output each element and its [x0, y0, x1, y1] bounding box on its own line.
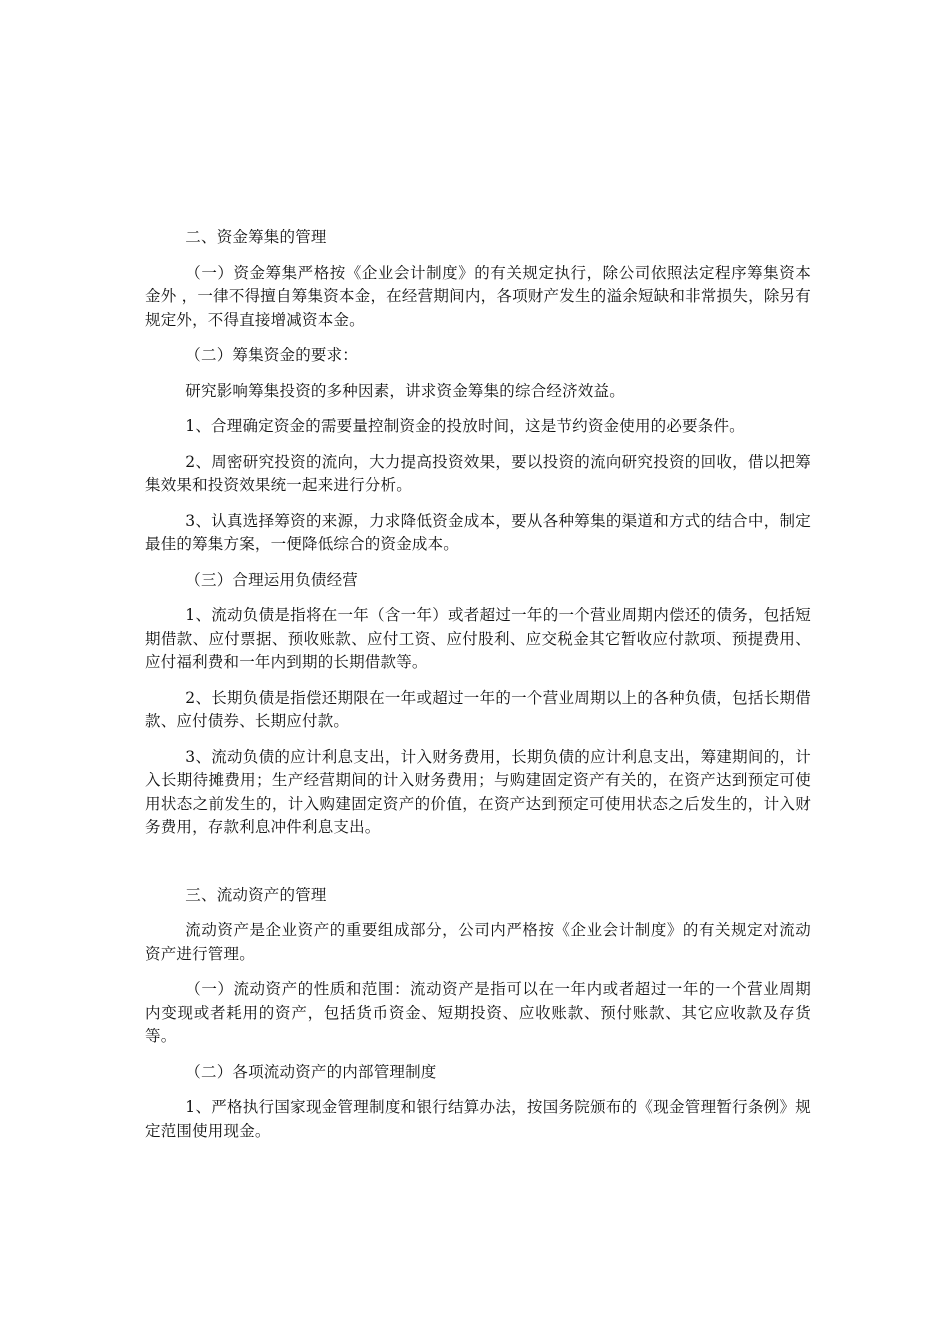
paragraph: 流动资产是企业资产的重要组成部分，公司内严格按《企业会计制度》的有关规定对流动资产进行管理。 [145, 921, 811, 963]
section-heading-capital-raising: 二、资金筹集的管理 [185, 228, 327, 246]
list-item: 3、认真选择筹资的来源，力求降低资金成本，要从各种筹集的渠道和方式的结合中，制定最佳的筹集方案，一便降低综合的资金成本。 [145, 511, 811, 553]
list-item: 1、严格执行国家现金管理制度和银行结算办法，按国务院颁布的《现金管理暂行条例》规定范围使用现金。 [145, 1098, 811, 1140]
list-item: 2、长期负债是指偿还期限在一年或超过一年的一个营业周期以上的各种负债，包括长期借款、应付债券、长期应付款。 [145, 688, 811, 730]
list-item: 2、周密研究投资的流向，大力提高投资效果，要以投资的流向研究投资的回收，借以把筹集效果和投资效果统一起来进行分析。 [145, 452, 811, 494]
subsection-heading: （二）筹集资金的要求： [185, 346, 358, 364]
list-item: 1、流动负债是指将在一年（含一年）或者超过一年的一个营业周期内偿还的债务，包括短期借款、应付票据、预收账款、应付工资、应付股利、应交税金其它暂收应付款项、预提费用、应付福利费和一年内到期的长期借款等。 [145, 606, 811, 671]
list-item: 3、流动负债的应计利息支出，计入财务费用，长期负债的应计利息支出，筹建期间的，计入长期待摊费用；生产经营期间的计入财务费用；与购建固定资产有关的，在资产达到预定可使用状态之前发生的，计入购建固定资产的价值，在资产达到预定可使用状态之后发生的，计入财务费用，存款利息冲件利息支出。 [145, 747, 811, 836]
section-heading-current-assets: 三、流动资产的管理 [185, 885, 327, 904]
paragraph: （一）流动资产的性质和范围：流动资产是指可以在一年内或者超过一年的一个营业周期内变现或者耗用的资产，包括货币资金、短期投资、应收账款、预付账款、其它应收款及存货等。 [145, 980, 811, 1045]
paragraph: （一）资金筹集严格按《企业会计制度》的有关规定执行，除公司依照法定程序筹集资本金外 ，一律不得擅自筹集资本金，在经营期间内，各项财产发生的溢余短缺和非常损失，除另有规定外，不得直接增减资本金。 [145, 263, 811, 329]
subsection-heading: （二）各项流动资产的内部管理制度 [185, 1062, 437, 1081]
subsection-heading: （三）合理运用负债经营 [185, 570, 358, 589]
list-item: 1、合理确定资金的需要量控制资金的投放时间，这是节约资金使用的必要条件。 [185, 417, 745, 435]
document-body [145, 226, 811, 1143]
paragraph: 研究影响筹集投资的多种因素，讲求资金筹集的综合经济效益。 [185, 381, 625, 400]
